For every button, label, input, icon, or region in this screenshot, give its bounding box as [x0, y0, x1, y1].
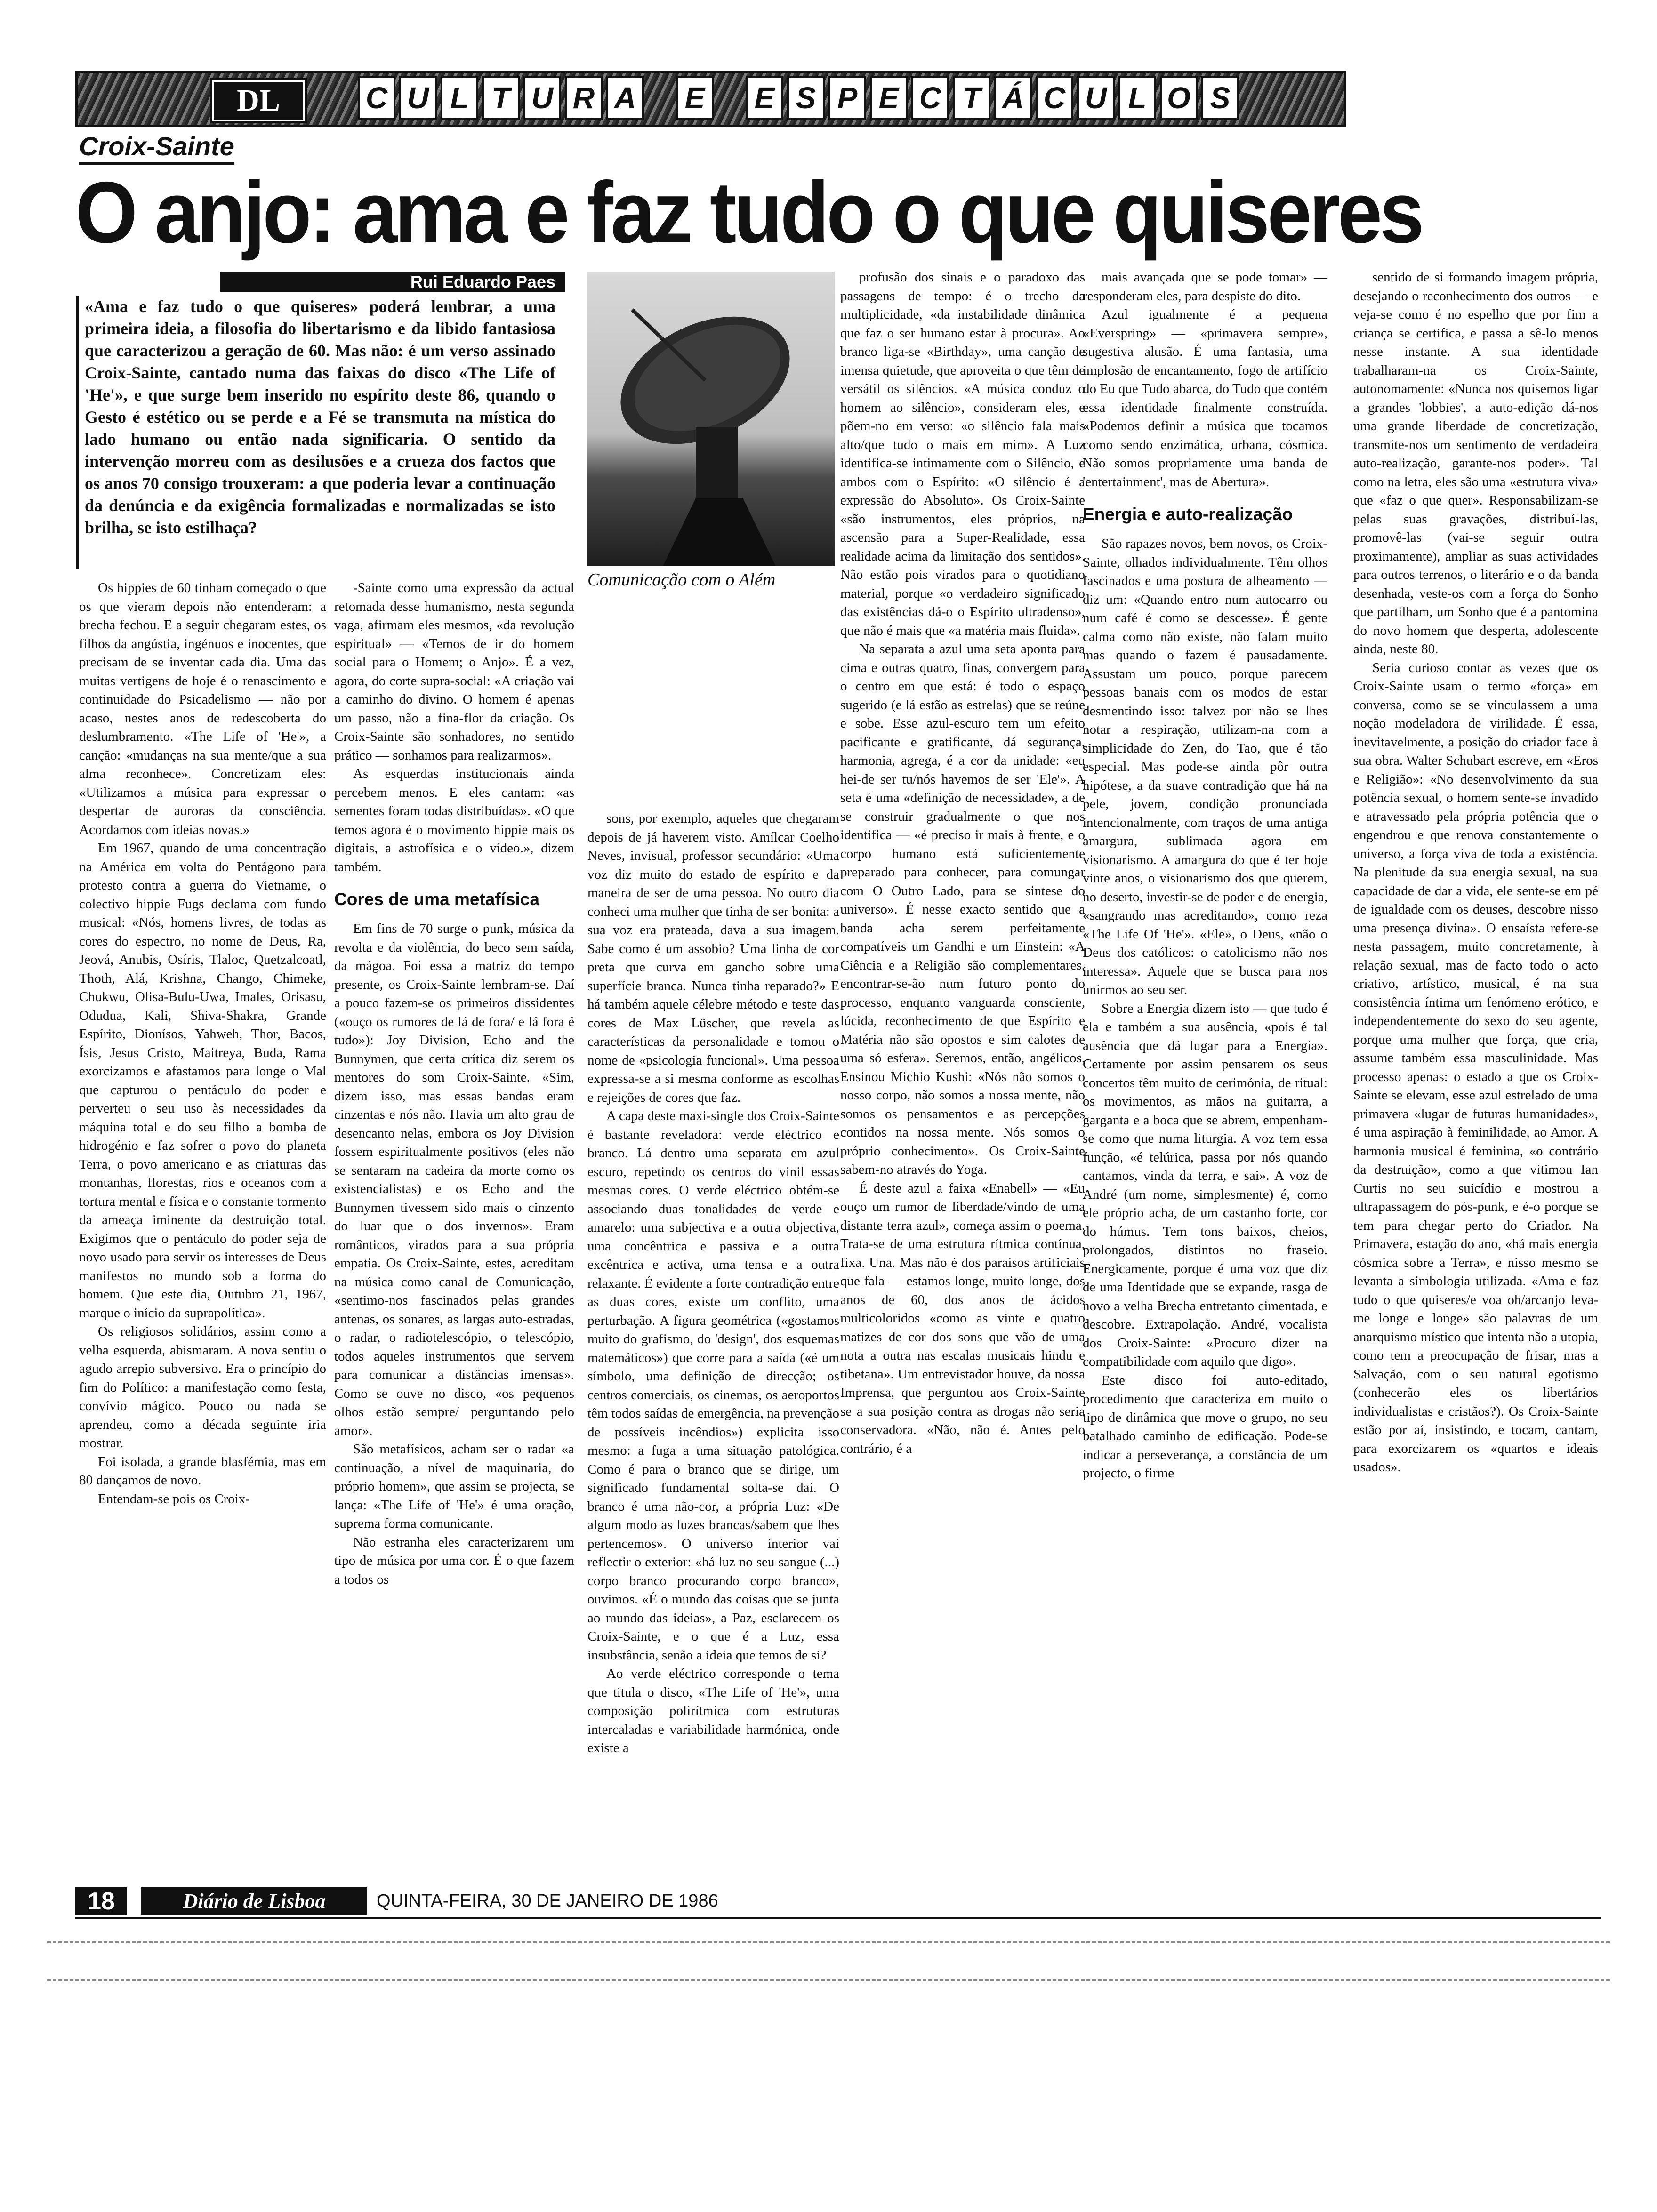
masthead-logo: Diário de Lisboa: [141, 1887, 367, 1915]
paragraph: Ao verde eléctrico corresponde o tema que titula o disco, «The Life of 'He'», uma composição polirítmica com estruturas intercaladas e variabilidade harmónica, onde existe a: [587, 1666, 839, 1755]
section-letter: Á: [994, 76, 1032, 120]
article-headline: O anjo: ama e faz tudo o que quiseres: [75, 164, 1422, 261]
column-1: [79, 579, 326, 1508]
byline: Rui Eduardo Paes: [220, 272, 565, 292]
paragraph: Este disco foi auto-editado, procedimento que caracteriza em muito o tipo de dinâmica que move o grupo, no seu batalhado caminho de edificação. Pode-se indicar a perseverança, a constância de um projecto, o firme: [1083, 1372, 1327, 1481]
paragraph: Em fins de 70 surge o punk, música da revolta e da violência, do beco sem saída, da mágoa. Foi essa a matriz do tempo presente, os Croix-Sainte lembram-se. Daí a pouco fazem-se os primeiros dissidentes («ouço os rumores de lá de fora/ e lá fora é tudo»): Joy Division, Echo and the Bunnymen, que certa crítica diz serem os mentores do som Croix-Sainte. «Sim, dizem isso, mas essas bandas eram cinzentas e nós não. Havia um alto grau de desencanto nelas, embora os Joy Division fossem espiritualmente positivos (eles não se sentaram na cadeira da morte como os existencialistas) e os Echo and the Bunnymen tivessem sido mais o cinzento do luar que o dos invernos». Eram românticos, virados para a sua própria empatia. Os Croix-Sainte, estes, acreditam na música como canal de Comunicação, «sentimo-nos fascinados pelas grandes antenas, os sonares, as largas auto-estradas, o radar, o radiotelescópio, o telescópio, todos aqueles instrumentos que servem para comunicar a distâncias imensas». Como se ouve no disco, «os pequenos olhos estão sempre/ perguntando pelo amor».: [334, 921, 574, 1438]
satellite-dish-photo: [587, 272, 835, 566]
section-letter: E: [870, 76, 908, 120]
section-letter: U: [523, 76, 561, 120]
section-letter: S: [1201, 76, 1239, 120]
paragraph: Os hippies de 60 tinham começado o que os que vieram depois não entenderam: a brecha fechou. E a seguir chegaram estes, os filhos da angústia, ingénuos e inocentes, que precisam de se inventar cada dia. Uma das muitas vertigens de hoje é o renascimento e continuidade do Psicadelismo — não por acaso, nestes anos de redescoberta do deslumbramento. «The Life of 'He'», a canção: «mudanças na sua mente/que a sua alma reconhece». Concretizam eles: «Utilizamos a música para expressar o despertar de auroras da consciência. Acordamos com ideias novas.»: [79, 580, 326, 837]
paragraph: São metafísicos, acham ser o radar «a continuação, a nível de maquinaria, do próprio homem», que assim se projecta, se lança: «The Life of 'He'» é uma oração, suprema forma comunicante.: [334, 1442, 574, 1531]
paragraph: A capa deste maxi-single dos Croix-Sainte é bastante reveladora: verde eléctrico e branco. Lá dentro uma separata em azul escuro, repetindo os centros do vinil essas mesmas cores. O verde eléctrico obtém-se associando duas tonalidades de verde e amarelo: uma subjectiva e a outra objectiva, uma concêntrica e passiva e a outra excêntrica e activa, uma tensa e a outra relaxante. É evidente a forte contradição entre as duas cores, existe um conflito, uma perturbação. A figura geométrica («gostamos muito do grafismo, do 'design', dos esquemas matemáticos») que corre para a saída («é um símbolo, uma definição de direcção; os centros comerciais, os cinemas, os aeroportos têm todos saídas de emergência, na prevenção de possíveis incêndios») explicita isso mesmo: a fuga a uma situação patológica. Como é para o branco que se dirige, um significado fundamental solta-se daí. O branco é uma não-cor, a própria Luz: «De algum modo as luzes brancas/sabem que lhes pertencemos». O universo interior vai reflectir o exterior: «há luz no seu sangue (...) corpo branco procurando corpo branco», ouvimos. «É o mundo das coisas que se junta ao mundo das ideias», a Paz, esclarecem os Croix-Sainte, e o que é a Luz, essa insubstância, senão a ideia que temos de si?: [587, 1108, 839, 1663]
subheading: Cores de uma metafísica: [334, 890, 539, 909]
section-letter: T: [953, 76, 990, 120]
paragraph: Sobre a Energia dizem isto — que tudo é ela e também a sua ausência, «pois é tal ausência que dá lugar para a Energia». Certamente por assim pensarem os seus concertos têm muito de cerimónia, de ritual: os movimentos, as mãos na guitarra, a garganta e a boca que se abrem, empenham-se como que numa liturgia. A voz tem essa função, «é telúrica, passa por nós quando cantamos, vinda da terra, e sai». A voz de André (um nome, simplesmente) é, como ele próprio acha, de um castanho forte, cor do húmus. Tem tons baixos, cheios, prolongados, distintos no fraseio. Energicamente, porque é uma voz que diz de uma Identidade que se expande, rasga de novo a velha Brecha entretanto cimentada, e descobre. Extrapolação. André, vocalista dos Croix-Sainte: «Procuro dizer na compatibilidade com aquilo que digo».: [1083, 1001, 1327, 1369]
section-letter: O: [1160, 76, 1198, 120]
section-letter: A: [606, 76, 644, 120]
section-letter: C: [911, 76, 949, 120]
photo-caption: Comunicação com o Além: [587, 570, 776, 590]
column-5: [1353, 268, 1598, 1477]
section-letter: C: [358, 76, 395, 120]
section-letter: [717, 76, 742, 116]
section-letter: E: [676, 76, 714, 120]
lead-rule: [76, 296, 79, 569]
section-letter: C: [1036, 76, 1073, 120]
paragraph: mais avançada que se pode tomar» — responderam eles, para despiste do dito.: [1083, 270, 1327, 304]
article-kicker: Croix-Sainte: [79, 131, 234, 165]
page-number: 18: [75, 1887, 127, 1915]
section-letter: L: [441, 76, 478, 120]
paragraph: Azul igualmente é a pequena «Everspring» — «primavera sempre», sugestiva alusão. É uma fantasia, uma implosão de encantamento, fogo de artifício do Eu que Tudo abarca, do Tudo que contém essa identidade finalmente construída. «Podemos definir a música que tocamos como sendo enzimática, urbana, cósmica. Não somos propriamente uma banda de 'entertainment', mas de Abertura».: [1083, 307, 1327, 489]
fold-line: [47, 1941, 1610, 1943]
paragraph: Seria curioso contar as vezes que os Croix-Sainte usam o termo «força» em conversa, como se se vinculassem a uma noção modeladora de virilidade. É essa, inevitavelmente, a posição do criador face à sua obra. Walter Schubart escreve, em «Eros e Religião»: «No desenvolvimento da sua potência sexual, o homem sente-se invadido e atravessado pela própria potência que o engendrou e que renova constantemente o universo, a força viva de toda a existência. Na plenitude da sua energia sexual, na sua capacidade de dar a vida, ele sente-se em pé de igualdade com os deuses, descobre nisso uma presença divina». O ensaísta refere-se nesta passagem, muito concretamente, à relação sexual, mas de facto todo o acto criativo, artístico, musical, é na sua consistência íntima um fenómeno erótico, e independentemente do sexo do seu agente, porque uma mulher que força, que cria, assume também essa masculinidade. Mas processo apenas: o estado a que os Croix-Sainte se elevam, esse azul estrelado de uma primavera «lugar de futuras humanidades», é uma aspiração à feminilidade, ao Amor. A harmonia musical é feminina, «o contrário da destruição», como a que vitimou Ian Curtis no seu suicídio e mostrou a ultrapassagem do pós-punk, e é-o porque se tem para chegar perto do Criador. Na Primavera, estação do ano, «há mais energia cósmica sobre a Terra», e nisso mesmo se levanta a simbologia utilizada. «Ama e faz tudo o que quiseres/e voa oh/arcanjo leva-me longe e longe» são palavras de um anarquismo místico que intenta não a utopia, como tem a preocupação de frisar, mas a Salvação, com o seu natural egotismo (conhecerão eles os libertários individualistas e cristãos?). Os Croix-Sainte estão por aí, insistindo, e tocam, cantam, para exorcizarem os «quartos e ideais usados».: [1353, 660, 1598, 1475]
paragraph: Os religiosos solidários, assim como a velha esquerda, abismaram. A nova sentiu o agudo arrepio subversivo. Era o princípio do fim do Político: a manifestação como festa, convívio mágico. Pouco ou nada se aprendeu, como a década seguinte iria mostrar.: [79, 1324, 326, 1451]
section-letter: U: [399, 76, 437, 120]
paragraph: sentido de si formando imagem própria, desejando o reconhecimento dos outros — e veja-se como é no espelho que por fim a criança se certifica, e passa a sê-lo menos nesse instante. A sua identidade trabalharam-na os Croix-Sainte, autonomamente: «Nunca nos quisemos ligar a grandes 'lobbies', a auto-edição dá-nos uma grande liberdade de concretização, transmite-nos um sentimento de verdadeira auto-realização, garante-nos poder». Tal como na letra, eles são uma «estrutura viva» que «faz o que quer». Responsabilizam-se pelas suas gravações, distribuí-las, promovê-las (vai-se seguir outra proximamente), ampliar as suas actividades para outros terrenos, o literário e o da banda desenhada, veste-os com a força do Sonho que partilham, um Sonho que é a pantomina do novo homem que desperta, adolescente ainda, neste 80.: [1353, 270, 1598, 657]
paragraph: Foi isolada, a grande blasfémia, mas em 80 dançamos de novo.: [79, 1454, 326, 1488]
subheading: Energia e auto-realização: [1083, 505, 1293, 524]
section-letter: T: [482, 76, 520, 120]
paragraph: sons, por exemplo, aqueles que chegaram depois de já haverem visto. Amílcar Coelho Neves, invisual, professor secundário: «Uma voz diz muito do estado de espírito e da maneira de ser de uma pessoa. No outro dia conheci uma mulher que tinha de ser bonita: a sua voz era prateada, dava a sua imagem. Sabe como é um assobio? Uma linha de cor preta que curva em gancho sobre uma superfície branca. Nunca tinha reparado?» E há também aquele célebre método e teste das cores de Max Lüscher, que revela as características da personalidade e tomou o nome de «psicologia funcional». Uma pessoa expressa-se a si mesma conforme as escolhas e rejeições de cores que faz.: [587, 811, 839, 1105]
section-letter: P: [828, 76, 866, 120]
satellite-dish-icon: [587, 272, 835, 566]
column-2: [334, 579, 574, 1589]
section-letter: E: [746, 76, 783, 120]
section-letter: L: [1118, 76, 1156, 120]
section-letter: [648, 76, 672, 116]
column-3: [587, 809, 839, 1758]
article-lead: «Ama e faz tudo o que quiseres» poderá lembrar, a uma primeira ideia, a filosofia do libertarismo e da libido fantasiosa que caracterizou a geração de 60. Mas não: é um verso assinado Croix-Sainte, cantado numa das faixas do disco «The Life of 'He'», e que surge bem inserido no espírito deste 86, quando o Gesto é estético ou se perde e a Fé se transmuta na mística do lado humano ou então nada significaria. O sentido da intervenção morreu com as desilusões e a crueza dos factos que os anos 70 consigo trouxeram: a que poderia levar a continuação da denúncia e da exigência formalizadas e normalizadas se isto brilha, se isto estilhaça?: [85, 297, 555, 537]
paragraph: Na separata a azul uma seta aponta para cima e outras quatro, finas, convergem para o centro em que está: é todo o espaço sugerido (e lá estão as estrelas) que se reúne e sobe. Esse azul-escuro tem um efeito pacificante e gratificante, dá segurança, harmonia, agrega, é a cor da unidade: «eu hei-de ser tu/nós havemos de ser 'Ele'». A seta é uma «definição de necessidade», a de se construir gradualmente o que nos identifica — «é preciso ir mais à frente, e o corpo humano está suficientemente preparado para conhecer, para comungar com O Outro Lado, para se sintese do universo». É nesse exacto sentido que a banda acha serem perfeitamente compatíveis um Gandhi e um Einstein: «A Ciência e a Religião são complementares, encontrar-se-ão num futuro ponto do processo, enquanto vanguarda consciente, lúcida, reconhecimento de que Espírito e Matéria não são opostos e sim calotes de uma só esfera». Seremos, então, angélicos. Ensinou Michio Kushi: «Nós não somos o nosso corpo, não somos a nossa mente, não somos os pensamentos e as percepções contidos na nossa mente. Nós somos o próprio conhecimento». Os Croix-Sainte sabem-no através do Yoga.: [840, 641, 1085, 1177]
section-title: [358, 76, 1239, 120]
column-4: [1083, 268, 1327, 1483]
section-letter: U: [1077, 76, 1115, 120]
paragraph: profusão dos sinais e o paradoxo das passagens de tempo: é o trecho da multiplicidade, «da instabilidade dinâmica que faz o ser humano estar à procura». Ao branco liga-se «Birthday», uma canção de imensa quietude, que aproveita o que têm de versátil os silêncios. «A música conduz o homem ao silêncio», consideram eles, e põem-no em verso: «o silêncio fala mais alto/que tudo o mais em mim». A Luz identifica-se intimamente com o Silêncio, e ambos com o Espírito: «O silêncio é a expressão do Absoluto». Os Croix-Sainte «são instrumentos, eles próprios, na ascensão para a Super-Realidade, essa realidade acima da limitação dos sentidos». Não estão pois virados para o quotidiano material, porque «o verdadeiro significado das existências dá-o o Espírito ultradenso», que não é mais que «a matéria mais fluida».: [840, 270, 1085, 638]
paragraph: Não estranha eles caracterizarem um tipo de música por uma cor. É o que fazem a todos os: [334, 1534, 574, 1587]
paragraph: As esquerdas institucionais ainda percebem menos. E eles cantam: «as sementes foram todas distribuídas». «O que temos agora é o movimento hippie mais os digitais, a astrofísica e o vídeo.», dizem também.: [334, 766, 574, 874]
paragraph: -Sainte como uma expressão da actual retomada desse humanismo, nesta segunda vaga, afirmam eles mesmos, «da revolução espiritual» — «Temos de ir do homem social para o Homem; o Anjo». É a vez, agora, do corte supra-social: «A criação vai a caminho do divino. O homem é apenas um passo, não a fina-flor da criação. Os Croix-Sainte são sonhadores, no sentido prático — sonhamos para realizarmos».: [334, 580, 574, 763]
dl-logo: DL: [212, 80, 305, 121]
fold-line: [47, 1979, 1610, 1981]
paragraph: Entendam-se pois os Croix-: [98, 1491, 250, 1507]
paragraph: Em 1967, quando de uma concentração na América em volta do Pentágono para protesto contra a guerra do Vietname, o colectivo hippie Fugs declama com fundo musical: «Nós, homens livres, de todas as cores do espectro, no nome de Deus, Ra, Jeová, Anubis, Osíris, Tlaloc, Quetzalcoatl, Thoth, Alá, Krishna, Chango, Chimeke, Chukwu, Olisa-Bulu-Uwa, Imales, Orisasu, Odudua, Kali, Shiva-Shakra, Grande Espírito, Dionísos, Yahweh, Thor, Bacos, Ísis, Jesus Cristo, Maitreya, Buda, Rama exorcizamos e afastamos para longe o Mal que capturou o pentáculo do poder e perverteu o seu uso às necessidades da máquina total e do seu filho a bomba de hidrogénio e faz sofrer o povo do planeta Terra, o povo americano e as criaturas das montanhas, florestas, rios e oceanos com a tortura mental e física e o constante tormento da ameaça iminente da destruição total. Exigimos que o pentáculo do poder seja de novo usado para servir os interesses de Deus manifestos no mundo sob a forma do homem. Que este dia, Outubro 21, 1967, marque o início da suprapolítica».: [79, 841, 326, 1321]
section-letter: S: [787, 76, 825, 120]
footer-rule: [75, 1917, 1601, 1919]
section-letter: R: [565, 76, 603, 120]
paragraph: É deste azul a faixa «Enabell» — «Eu ouço um rumor de liberdade/vindo de uma distante terra azul», começa assim o poema. Trata-se de uma estrutura rítmica contínua, fixa. Una. Mas não é dos paraísos artificiais que fala — estamos longe, muito longe, dos anos de 60, dos anos de ácidos multicoloridos «como as vinte e quatro matizes de cor dos sons que vão de uma nota a outra nas escalas musicais hindu e tibetana». Um entrevistador houve, da nossa Imprensa, que perguntou aos Croix-Sainte se a sua posição contra as drogas não seria conservadora. «Não, não é. Antes pelo contrário, é a: [840, 1180, 1085, 1456]
paragraph: São rapazes novos, bem novos, os Croix-Sainte, olhados individualmente. Têm olhos fascinados e uma postura de alheamento — diz um: «Quando entro num autocarro ou num café é como se descesse». É gente calma como não existe, não falam muito mas quando o fazem é pausadamente. Assustam um pouco, porque parecem pessoas banais com os modos de estar desmentindo isso: talvez por não se lhes notar a respiração, utilizam-na com a simplicidade do Zen, do Tao, que é tão especial. Mas pode-se ainda pôr outra hipótese, a da suave contradição que há na pele, jovem, condição pronunciada intencionalmente, com traços de uma antiga amargura, sublimada agora em visionarismo. A amargura do que é ter hoje vinte anos, o visionarismo dos que querem, no deserto, investir-se de poder e de energia, «sangrando mas acreditando», como reza «The Life Of 'He'». «Ele», o Deus, «não o Deus dos católicos: o catolicismo não nos interessa». Aquele que se busca para nos unirmos ao seu ser.: [1083, 536, 1327, 997]
column-3b: [840, 268, 1085, 1458]
issue-date: QUINTA-FEIRA, 30 DE JANEIRO DE 1986: [377, 1891, 718, 1911]
